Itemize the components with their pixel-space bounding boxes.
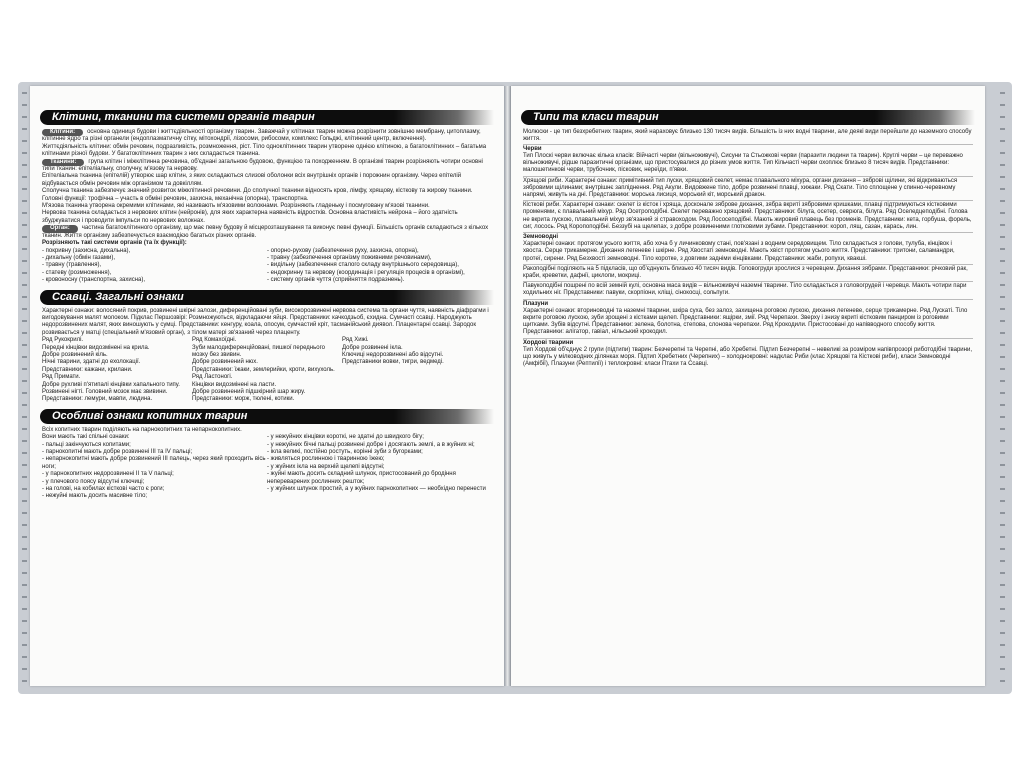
class-text: Ракоподібні поділяють на 5 підкласів, що об'єднують близько 40 тисяч видів. Головогруди зрослися з черевцем. Дихання зябрами. Представники: річковий рак, краби, креветки, дафнії, циклопи, мокриці. — [523, 265, 968, 280]
order-line: Добре розвинений кіль. — [42, 351, 108, 358]
order-line: Зуби малодиференційовані, пишкої переднього мозку без звивин. — [192, 344, 325, 358]
mammal-orders — [42, 337, 492, 404]
class-heading: Земноводні — [523, 234, 559, 241]
ungulate-item: - парнокопитні мають добре розвинені ІІІ та IV пальці; — [42, 449, 193, 456]
system-item: - травну (травлення), — [42, 262, 102, 269]
binding-holes-right — [1000, 92, 1005, 682]
systems-col-2 — [267, 248, 492, 285]
ungulate-item: Вони мають такі спільні ознаки: — [42, 434, 130, 441]
life-paragraph: Життєдіяльність клітини: обмін речовин, подразливість, розмноження, ріст. Тіло одноклітинних тварин утворене однією клітиною, а багатоклітинних – багатьма клітинами різної будови. У багатоклітинних тварин з них складається тканина. — [42, 143, 487, 158]
order-column — [42, 337, 192, 404]
mammals-paragraph: Характерні ознаки: волосяний покрив, розвинені шкірні залози, диференційовані зуби, високорозвинені нервова система та органи чуття, наявність діафрагми і вигодовування малят молоком. Підклас Першозвірі: Розмножуються, відкладаючи яйця. Представники: качкодзьоб, єхидна. Сумчасті ссавці. Народжують недорозвинених малят, яких виношують у сумці. Представники: кенгуру, коала, опосум, сумчастий кріт, тасманійський диявол. Плацентарні ссавці. Зародок розвивається у матці (спеціальний м'язовий орган), з тілом матері зв'язаний через плаценту. — [42, 307, 489, 336]
label-cells: Клітини: — [42, 129, 83, 136]
book-spine — [504, 86, 511, 686]
order-column — [342, 337, 492, 404]
muscle-paragraph: М'язова тканина утворена окремими клітинами, які називають м'язовими волокнами. Розрізняють гладеньку і посмуговану м'язові тканини. — [42, 203, 430, 210]
molluscs-paragraph: Молюски - це тип безхребетних тварин, який нараховує близько 130 тисяч видів. Більшість із них водні тварини, але деякі види перейшли до наземного способу життя. — [523, 129, 972, 143]
system-item: - травну (забезпечення організму поживними речовинами), — [267, 254, 432, 261]
ungulates-col-2 — [267, 434, 492, 501]
order-line: Нічні тварини, здатні до ехолокації. — [42, 359, 141, 366]
ungulate-item: - у плечового поясу відсутні ключиці; — [42, 478, 145, 485]
system-item: - ендокринну та нервову (координація і регуляція процесів в організмі), — [267, 269, 465, 276]
ungulate-item: - у жуйних ікла на верхній щелепі відсутні; — [267, 463, 385, 470]
order-line: Ряд Рукокрилі. — [42, 337, 84, 344]
ungulates-intro: Всіх копитних тварин поділяють на парнокопитних та непарнокопитних. — [42, 426, 242, 433]
class-text: Характерні ознаки: вториноводні та наземні тварини, шкіра суха, без залоз, захищена роговою лускою, дихання легеневе, серце трикамерне. Ряд Лускаті. Тіло вкрите роговою лускою, зуби зрощені з кістками щелеп. Представники: ящірки, змії. Ряд Черепахи. Зверху і знизу вкриті кістковим панциром із роговими щитками. Зубів відсутні. Представники: зелена, болотна, степова, слонова черепахи. Ряд Крокодили. Пристосовані до напівводного способу життя. Представники: алігатор, гавіал, нільський крокодил. — [523, 307, 968, 336]
cells-paragraph: Клітини: основна одиниця будови і життєдіяльності організму тварин. Заважчай у клітинах тварин можна розрізнити зовнішню мембрану, цитоплазму, клітинне ядро та різні органели (ендоплазматичну сітку, мітохондрії, лізосоми, рибосоми, комплекс Гольджі, клітинний центр, включення). — [42, 129, 481, 143]
class-text: Тип Хордові об'єднує 2 групи (підтипи) тварин: Безчерепні та Черепні, або Хребетні. Підтип Безчерепні – невеликі за розміром напівпрозорі риботодібні тварини, що живуть у мілководних ділянках моря. Підтип Хребетних (Черепних) – холоднокровні: надклас Риби (клас Хрящові та Кісткові риби), класи Земноводні (Амфібії), Плазуни (Рептилії) і теплокровні: класи Птахи та Ссавці. — [523, 346, 972, 368]
order-line: Добре розвинені ікла. — [342, 344, 403, 351]
order-line: Добре рухливі п'ятипалі кінцівки хапального типу. — [42, 381, 180, 388]
class-block — [523, 281, 973, 298]
ungulate-item: - ікла великі, постійно ростуть, корінні зуби з бугорками; — [267, 449, 423, 456]
system-item: - видільну (забезпечення сталого складу внутрішнього середовища), — [267, 262, 459, 269]
order-line: Добре розвинений нюх. — [192, 359, 258, 366]
order-line: Кінцівки видозмінені на ласти. — [192, 381, 277, 388]
system-item: - дихальну (обмін газами), — [42, 254, 116, 261]
ungulates-col-1 — [42, 434, 267, 501]
system-item: - статеву (розмноження), — [42, 269, 112, 276]
organ-paragraph: Орган: частина багатоклітинного організму, що має певну будову й місцерозташування та виконує певні функції. Більшість органів складаються з кількох тканин. Життя організму забезпечується взаємодією багатьох різних органів. — [42, 225, 489, 239]
class-block — [523, 338, 973, 370]
order-line: Представники: їжаки, землерийки, кроти, вихухоль. — [192, 366, 335, 373]
ungulate-item: - у жуйних шлунок простий, а у жуйних парнокопитних — необхідно перенести — [267, 486, 486, 493]
right-page — [511, 86, 985, 686]
class-block — [523, 299, 973, 338]
class-block — [523, 144, 973, 176]
systems-heading: Розрізняють такі системи органів (та їх функції): — [42, 240, 187, 247]
section-title-ungulates: Особливі ознаки копитних тварин — [40, 409, 494, 424]
order-line: Представники: лемури, мавпи, людина. — [42, 396, 153, 403]
class-text: Павукоподібні пошрені по всій земній кулі, основна маса видів – вільноживучі наземні тварини. Тіло складається з головогрудей і черевця. Мають чотири пари ходильних ніг. Представники: павуки, скорпіони, кліщі, сінокосці, сольпуги. — [523, 283, 967, 297]
ungulate-item: - непарнокопитні мають добре розвинений ІІІ палець, через який проходить вісь ноги; — [42, 456, 266, 470]
section-title-animal-types: Типи та класи тварин — [521, 110, 975, 125]
order-line: Розвинені нігті. Головний мозок має звивини. — [42, 389, 168, 395]
left-page — [30, 86, 504, 686]
order-line: Ключиці недорозвинені або відсутні. — [342, 351, 444, 358]
ungulate-item: - нежуйні мають досить масивне тіло; — [42, 493, 148, 500]
ungulate-item: - у нежуйних кінцівки короткі, не здатні до швидкого бігу; — [267, 434, 424, 441]
order-line: Передні кінцівки видозмінені на крила. — [42, 344, 150, 351]
ungulate-item: - жуйні мають досить складний шлунок, пристосований до бродіння непереварених рослинних решток; — [267, 471, 456, 485]
order-line: Представники: морж, тюлені, котики. — [192, 396, 295, 403]
order-line: Представники: кажани, крилани. — [42, 366, 133, 373]
animal-classes-list — [511, 144, 985, 370]
class-block — [523, 200, 973, 232]
ungulate-item: - у парнокопитних недорозвинені ІІ та V пальці; — [42, 471, 174, 478]
label-organ: Орган: — [42, 225, 78, 232]
system-item: - систему органів чуття (сприйняття подразнень). — [267, 277, 405, 284]
ungulate-item: - у нежуйних бічні пальці розвинені добре і досягають землі, а в жуйних ні; — [267, 441, 475, 448]
class-block — [523, 176, 973, 201]
order-line: Ряд Примати. — [42, 374, 81, 381]
binding-holes-left — [22, 92, 27, 682]
ungulates-lists — [42, 434, 492, 501]
section-title-cells: Клітини, тканини та системи органів тварин — [40, 110, 494, 125]
section-title-mammals: Ссавці. Загальні ознаки — [40, 290, 494, 305]
system-item: - кровоносну (транспортна, захисна), — [42, 277, 146, 284]
connective-paragraph: Сполучна тканина забезпечує значний розвиток міжклітинної речовини. До сполучної тканини відносять кров, лімфу, хрящову, кісткову та жирову тканини. Головні функції: трофічна – участь в обміні речовин, захисна, механічна (опорна), транспортна. — [42, 188, 473, 202]
order-column — [192, 337, 342, 404]
class-block — [523, 232, 973, 264]
order-line: Добре розвинений підшкірний шар жиру. — [192, 389, 306, 395]
epithelial-paragraph: Епітеліальна тканина (епітелій) утворює шар клітин, з яких складаються слизові оболонки всіх внутрішніх органів і порожнин організму. Через епітелій відбувається обмін речовин між організмом та довкіллям. — [42, 173, 462, 187]
order-line: Ряд Хижі. — [342, 337, 369, 344]
class-heading: Черви — [523, 145, 542, 152]
class-text: Кісткові риби. Характерні ознаки: скелет із кісток і хряща, досконале зяброве дихання, зябра вкриті зябровими кришками, плавці підтримуються кістковими променями, є плавальний міхур. Ряд Осетроподібні. Скелет переважно хрящовий. Представники: білуга, осетер, севрюга, білуга. Ряд Оселедцеподібні. Голова не вкрита лускою, плавальний міхур зв'язаний зі стравоходом. Ряд Лососеподібні. Мають жировий плавець без променів. Представники: кета, горбуша, форель, сиг, лосось. Ряд Коропоподібні. Беззубі на щелепах, з добре розвиненими глотковими зубами. Представники: короп, лящ, сазан, карась, лин. — [523, 202, 972, 230]
class-text: Тип Плоскі черви включає кілька класів: Війчасті черви (вільноживучі), Сисуни та Стьожкові черви (паразити людини та тварин). Круглі черви – це переважно вільноживучі, рідше паразитичні організми, що пристосувалися до різних умов життя. Тип Кільчасті черви охоплює близько 8 тисяч видів. Представники: малошетинкові черви, трубочник, пісковик, нереїди, п'явки. — [523, 153, 963, 174]
class-heading: Хордові тварини — [523, 339, 574, 346]
ungulate-item: - живляться рослинною і тваринною їжею; — [267, 456, 385, 463]
system-item: - опорно-рухову (забезпечення руху, захисна, опорна), — [267, 247, 419, 254]
order-line: Ряд Комахоїдні. — [192, 337, 237, 344]
class-heading: Плазуни — [523, 300, 549, 307]
systems-col-1 — [42, 248, 267, 285]
systems-list — [42, 248, 492, 285]
class-text: Хрящові риби. Характерні ознаки: примітивний тип луски, хрящовий скелет, немає плавального міхура, органи дихання – зяброві щілини, які відкриваються зябровими щілинами; внутрішнє запліднення. Ряд Акули. Видовжене тіло, добре розвинені плавці, хижаки. Ряд Скати. Тіло сплощене у спинно-черевному напрямі, живуть на дні. Представники: морська лисиця, морський кіт, морський дракон. — [523, 177, 958, 199]
order-line: Ряд Ластоногі. — [192, 374, 233, 381]
ungulate-item: - на голові, на кобилах кісткові часто є роги; — [42, 486, 165, 493]
nerve-paragraph: Нервова тканина складається з нервових клітин (нейронів), для яких характерна наявність відростків. Основна властивість нейрона – його здатність збуджуватися і проводити імпульси по нервових волокнах. — [42, 210, 458, 224]
class-block — [523, 264, 973, 281]
tissue-paragraph: Тканини: група клітин і міжклітинна речовина, об'єднані загальною будовою, функцією та походженням. В організмі тварин розрізняють чотири основні типи тканин: епітеліальну, сполучну, м'язову та нервову. — [42, 158, 483, 173]
ungulate-item: - пальці закінчуються копитами; — [42, 441, 131, 448]
system-item: - покривну (захисна, дихальна), — [42, 247, 131, 254]
order-line: Представники вовки, тигри, ведмеді. — [342, 359, 444, 366]
class-text: Характерні ознаки: протягом усього життя, або хоча б у личинковому стані, пов'язані з водним середовищем. Тіло складається з голови, тулуба, кінцівок і хвоста. Серце трикамерне. Дихання легеневе і шкірне. Ряд Хвостаті земноводні. Мають хвіст протягом усього життя. Представники: тритони, саламандри, протеї, сирени. Ряд Безхвості земноводні. Тіло коротке, з довгими задніми кінцівками. Представники: жаби, ропухи, квакші. — [523, 241, 955, 262]
label-tissues: Тканини: — [42, 159, 84, 166]
